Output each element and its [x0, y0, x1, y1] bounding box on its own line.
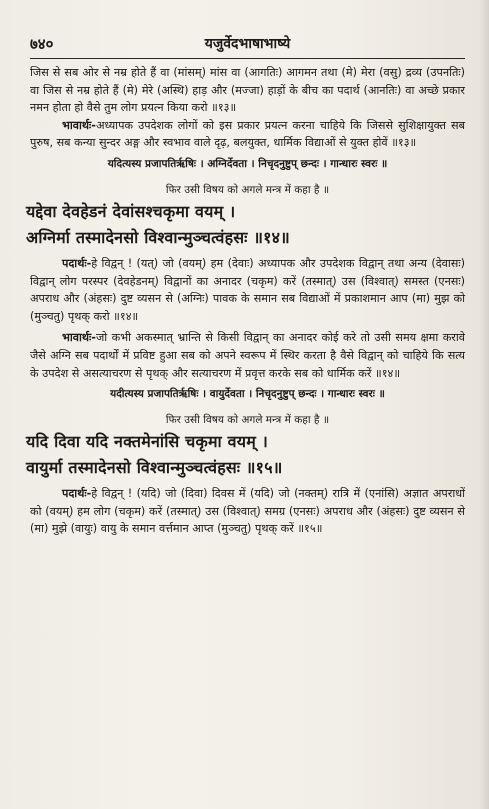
padartha-14-text: हे विद्वन् ! (यत्) जो (वयम्) हम (देवाः) अध्यापक और उपदेशक विद्वान् तथा अन्य (देवासः) विद्वान् लोग परस्पर (देवहेडनम्) विद्वानों का अनादर (चकृम) करें (तस्मात्) उस (विश्वात्) समस्त (एनसः) अपराध और (अंहसः) दुष्ट व्यसन से (अग्निः) पावक के समान सब विद्याओं में प्रकाशमान आप (मा) मुझ को (मुञ्चतु) पृथक् करो ॥१४॥ [30, 256, 465, 323]
running-title: यजुर्वेदभाषाभाष्ये [204, 36, 291, 52]
page-content [26, 64, 465, 538]
padartha-15-text: हे विद्वन् ! (यदि) जो (दिवा) दिवस में (यदि) जो (नक्तम्) रात्रि में (एनांसि) अज्ञात अपराधों को (वयम्) हम लोग (चकृम) करें (तस्मात्) उस (विश्वात्) समग्र (एनसः) अपराध और (अंहसः) दुष्ट व्यसन से (मा) मुझे (वायुः) वायु के समान वर्त्तमान आप्त (मुञ्चतु) पृथक् करें ॥१५॥ [30, 487, 465, 536]
intro-line-14: फिर उसी विषय को अगले मन्त्र में कहा है ॥ [165, 183, 330, 196]
bhavartha-14-text: जो कभी अकस्मात् भ्रान्ति से किसी विद्वान् का अनादर कोई करे तो उसी समय क्षमा करावे जैसे अग्नि सब पदार्थों में प्रविष्ट हुआ सब को अपने स्वरूप में स्थिर करता है वैसे विद्वान् को चाहिये कि सत्य के उपदेश से असत्याचरण से पृथक् और सत्याचरण में प्रवृत्त करके सब को धार्मिक करें ॥१४॥ [30, 331, 465, 380]
page-number: ७४० [30, 35, 54, 53]
rishi-line-14: यदित्यस्य प्रजापतिर्ऋषिः । अग्निर्देवता । निचृदनुष्टुप् छन्दः । गान्धारः स्वरः ॥ [107, 157, 388, 170]
bhavartha-13 [30, 117, 465, 152]
rishi-line-15: यदीत्यस्य प्रजापतिर्ऋषिः । वायुर्देवता । निचृदनुष्टुप् छन्दः । गान्धारः स्वरः ॥ [110, 388, 385, 401]
page-header [30, 34, 465, 54]
page-edge-shadow [479, 0, 489, 809]
padartha-15-label: पदार्थः- [62, 487, 92, 501]
mantra-15-line-1: यदि दिवा यदि नक्तमेनांसि चकृमा वयम् । [26, 432, 269, 452]
mantra-15-line-2: वायुर्मा तस्मादेनसो विश्वान्मुञ्चत्वंहसः ॥१५॥ [26, 458, 283, 478]
padartha-15 [30, 485, 465, 538]
padartha-13-continuation: जिस से सब ओर से नम्र होते हैं वा (मांसम्) मांस वा (आगतिः) आगमन तथा (मे) मेरा (वसु) द्रव्य (उपनतिः) वा जिस से नम्र होते हैं (मे) मेरे (अस्थि) हाड़ और (मज्जा) हाड़ों के बीच का पदार्थ (आनतिः) वा अच्छे प्रकार नमन होता हो वैसे तुम लोग प्रयत्न किया करो ॥१३॥ [30, 66, 465, 115]
padartha-14 [30, 255, 465, 325]
bhavartha-14-label: भावार्थः- [62, 331, 96, 345]
header-rule [30, 58, 465, 59]
bhavartha-14 [30, 329, 465, 382]
padartha-14-label: पदार्थः- [62, 256, 92, 270]
mantra-14-line-2: अग्निर्मा तस्मादेनसो विश्वान्मुञ्चत्वंहसः ॥१४॥ [26, 227, 290, 247]
bhavartha-13-label: भावार्थः- [62, 118, 96, 132]
mantra-14-line-1: यद्देवा देवहेडनं देवांसश्चकृमा वयम् । [26, 201, 236, 221]
bhavartha-13-text: अध्यापक उपदेशक लोगों को इस प्रकार प्रयत्न करना चाहिये कि जिससे सुशिक्षायुक्त सब पुरुष, सब कन्या सुन्दर अङ्ग और स्वभाव वाले दृढ़, बलयुक्त, धार्मिक विद्याओं से युक्त होवें ॥१३॥ [30, 118, 465, 150]
intro-line-15: फिर उसी विषय को अगले मन्त्र में कहा है ॥ [165, 414, 330, 427]
